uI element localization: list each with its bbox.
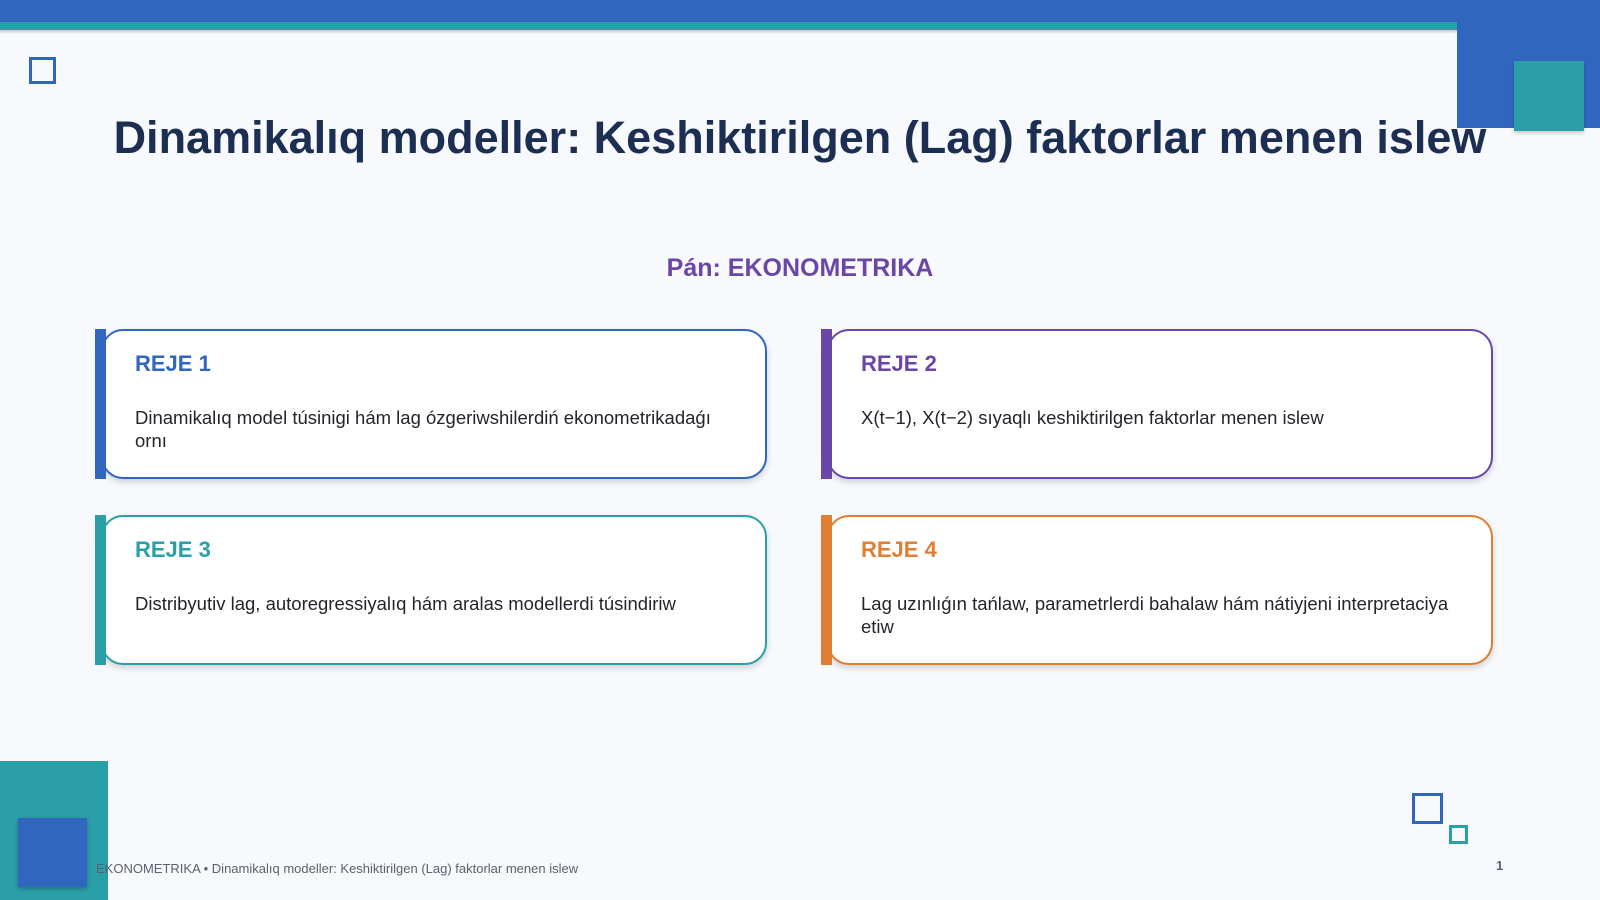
slide-subject: Pán: EKONOMETRIKA	[666, 254, 934, 282]
top-bar-shadow	[0, 30, 1600, 34]
top-accent-bar	[0, 0, 1600, 22]
footer-caption: EKONOMETRIKA • Dinamikalıq modeller: Keshiktirilgen (Lag) faktorlar menen islew	[96, 861, 579, 876]
card-accent-bar	[95, 515, 106, 665]
card-accent-bar	[95, 329, 106, 479]
card-description: Dinamikalıq model túsinigi hám lag ózgeriwshilerdiń ekonometrikadaǵı ornı	[135, 407, 711, 451]
card-accent-bar	[821, 515, 832, 665]
card-label: REJE 2	[861, 351, 937, 376]
card-description: Lag uzınlıǵın tańlaw, parametrlerdi bahalaw hám nátiyjeni interpretaciya etiw	[861, 593, 1449, 637]
page-number: 1	[1496, 858, 1504, 873]
plan-card-2	[827, 329, 1493, 479]
outline-square-bottom-right-small	[1449, 825, 1468, 844]
corner-square-bottom-left	[18, 818, 87, 887]
card-description: Distribyutiv lag, autoregressiyalıq hám aralas modellerdi túsindiriw	[135, 593, 676, 614]
plan-card-3	[101, 515, 767, 665]
card-description: X(t−1), X(t−2) sıyaqlı keshiktirilgen faktorlar menen islew	[861, 407, 1324, 428]
card-label: REJE 4	[861, 537, 937, 562]
plan-card-4	[827, 515, 1493, 665]
plan-card-1	[101, 329, 767, 479]
card-label: REJE 3	[135, 537, 211, 562]
card-accent-bar	[821, 329, 832, 479]
slide-title: Dinamikalıq modeller: Keshiktirilgen (Lag) faktorlar menen islew	[113, 112, 1487, 163]
outline-square-top-left	[29, 57, 56, 84]
top-accent-stripe	[0, 22, 1600, 30]
outline-square-bottom-right-large	[1412, 793, 1443, 824]
card-label: REJE 1	[135, 351, 211, 376]
